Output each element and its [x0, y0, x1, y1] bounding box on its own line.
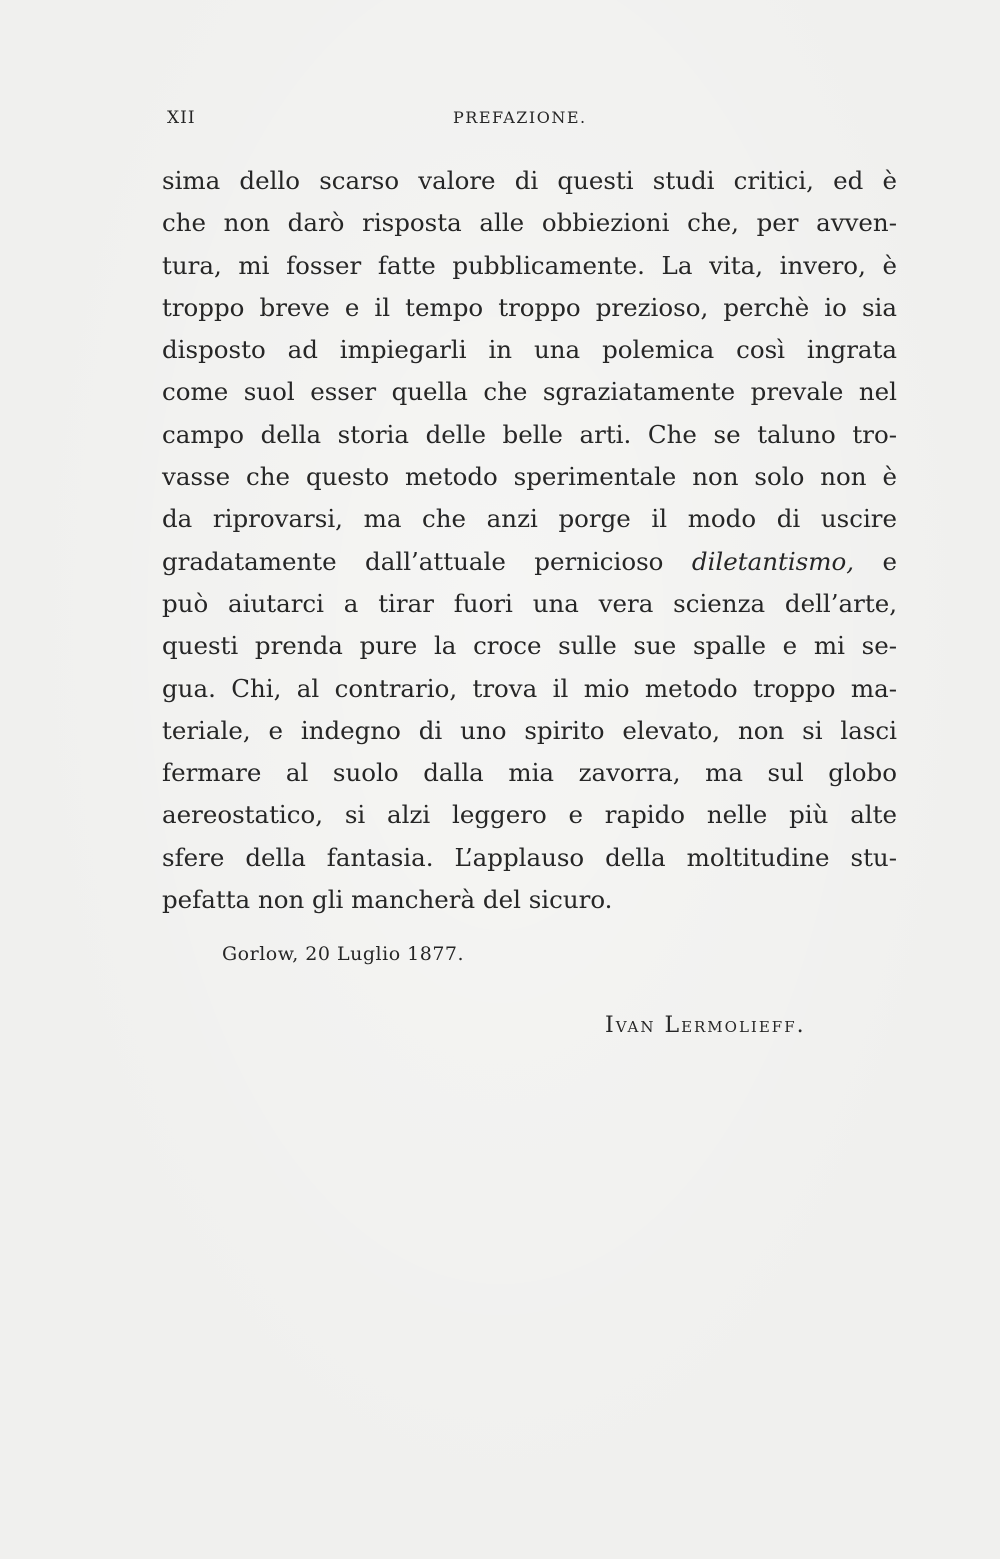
text-line: questi prenda pure la croce sulle sue spalle e mi se-: [162, 631, 897, 661]
text-line: che non darò risposta alle obbiezioni che, per avven-: [162, 208, 897, 238]
dateline: Gorlow, 20 Luglio 1877.: [222, 943, 465, 965]
text-line: teriale, e indegno di uno spirito elevato, non si lasci: [162, 715, 897, 745]
text-line: può aiutarci a tirar fuori una vera scienza dell’arte,: [162, 588, 897, 618]
text-line: vasse che questo metodo sperimentale non solo non è: [162, 462, 897, 492]
text-line: gua. Chi, al contrario, trova il mio metodo troppo ma-: [162, 673, 897, 703]
running-title: PREFAZIONE.: [453, 108, 587, 127]
text-line: sima dello scarso valore di questi studi critici, ed è: [162, 166, 897, 195]
author-signature: Ivan Lermolieff.: [605, 1013, 806, 1038]
text-line: da riprovarsi, ma che anzi porge il modo di uscire: [162, 504, 897, 534]
text-line-with-italic: [162, 541, 897, 583]
text-line: come suol esser quella che sgraziatamente prevale nel: [162, 377, 897, 407]
text-line: campo della storia delle belle arti. Che se taluno tro-: [162, 419, 897, 449]
text-segment: e: [882, 546, 897, 576]
text-line: sfere della fantasia. L’applauso della moltitudine stu-: [162, 842, 897, 872]
body-text: [162, 160, 897, 921]
text-segment: gradatamente dall’attuale pernicioso: [162, 546, 664, 576]
running-head: [165, 108, 895, 136]
text-line: fermare al suolo dalla mia zavorra, ma sul globo: [162, 758, 897, 788]
page-number: XII: [167, 108, 196, 128]
text-line: aereostatico, si alzi leggero e rapido nelle più alte: [162, 800, 897, 830]
text-line-last: pefatta non gli mancherà del sicuro.: [162, 885, 613, 915]
italic-term: diletantismo,: [691, 546, 855, 576]
text-line: troppo breve e il tempo troppo prezioso, perchè io sia: [162, 292, 897, 322]
text-line: tura, mi fosser fatte pubblicamente. La vita, invero, è: [162, 250, 897, 280]
text-line: disposto ad impiegarli in una polemica così ingrata: [162, 335, 897, 365]
